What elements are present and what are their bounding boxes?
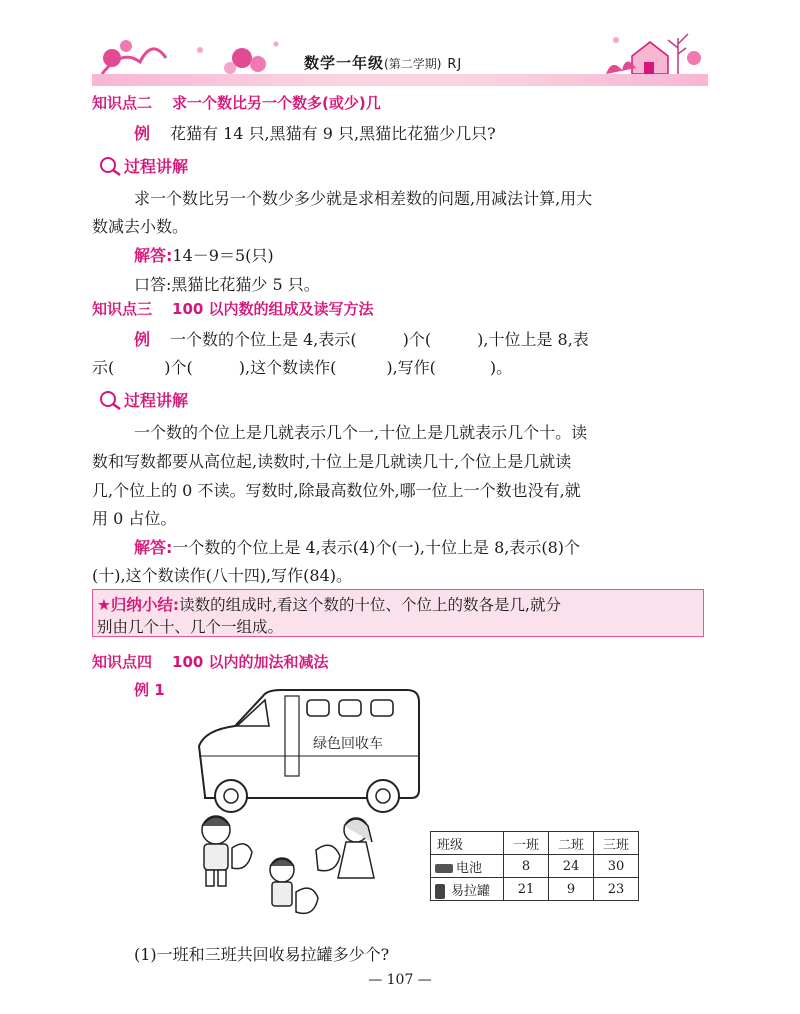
table-header-cell: 二班 <box>549 832 594 855</box>
recycling-bus-illustration <box>185 686 425 814</box>
house-decoration-icon <box>592 18 708 78</box>
kp3-answer-line1 <box>134 535 580 558</box>
kp3-q1-part-a: 一个数的个位上是 4,表示( <box>170 330 357 349</box>
kp4-heading <box>92 651 329 672</box>
summary-box <box>92 589 704 637</box>
kp2-example-text: 花猫有 14 只,黑猫有 9 只,黑猫比花猫少几只? <box>170 124 496 143</box>
kp2-label: 知识点二 <box>92 94 153 112</box>
kp2-title: 求一个数比另一个数多(或少)几 <box>172 94 381 112</box>
kp3-question-line2 <box>92 355 512 378</box>
kp3-answer-line2: (十),这个数读作(八十四),写作(84)。 <box>92 566 352 585</box>
kp2-example <box>134 121 496 144</box>
kp3-process-label: 过程讲解 <box>124 391 189 410</box>
kp3-answer-text1: 一个数的个位上是 4,表示(4)个(一),十位上是 8,表示(8)个 <box>172 538 581 557</box>
page-title <box>304 52 462 73</box>
kp2-process-heading <box>98 154 188 177</box>
table-cell: 23 <box>594 878 639 901</box>
table-cell: 8 <box>504 855 549 878</box>
summary-line1 <box>97 593 561 615</box>
recycling-table <box>430 831 639 901</box>
kp3-q2-part-b: )个( <box>164 358 193 377</box>
kp2-answer-text: 14－9＝5(只) <box>172 246 274 265</box>
semester-label: (第二学期) <box>384 57 442 71</box>
kp4-label: 知识点四 <box>92 653 153 671</box>
kp3-q2-part-d: ),写作( <box>386 358 436 377</box>
kp3-explain-line1: 一个数的个位上是几就表示几个一,十位上是几就表示几个十。读 <box>134 423 588 442</box>
kp2-explain-line2: 数减去小数。 <box>92 217 189 236</box>
kp3-example-label: 例 <box>134 330 151 349</box>
page-number: — 107 — <box>368 972 432 988</box>
table-cell: 24 <box>549 855 594 878</box>
kp3-q2-part-c: ),这个数读作( <box>238 358 337 377</box>
table-row-label <box>431 855 504 878</box>
kp2-heading <box>92 92 381 113</box>
children-illustration <box>188 808 418 934</box>
kp3-label: 知识点三 <box>92 300 153 318</box>
row-label-text: 易拉罐 <box>451 883 491 899</box>
edition-label: RJ <box>447 57 463 72</box>
summary-label: ★归纳小结: <box>97 596 180 614</box>
kp2-explain-line1: 求一个数比另一个数少多少就是求相差数的问题,用减法计算,用大 <box>134 189 593 208</box>
kp2-reply: 口答:黑猫比花猫少 5 只。 <box>134 275 320 294</box>
table-cell: 9 <box>549 878 594 901</box>
page-header <box>92 18 708 88</box>
kp2-answer-label: 解答: <box>134 246 173 265</box>
kp3-explain-line3: 几,个位上的 0 不读。写数时,除最高数位外,哪一位上一个数也没有,就 <box>92 481 581 500</box>
kp3-explain-line4: 用 0 占位。 <box>92 509 177 528</box>
kp3-q2-part-a: 示( <box>92 358 115 377</box>
magnifier-icon <box>98 390 124 410</box>
header-band <box>92 74 708 86</box>
kp2-process-label: 过程讲解 <box>124 157 189 176</box>
kp3-process-heading <box>98 388 188 411</box>
table-header-cell: 一班 <box>504 832 549 855</box>
table-cell: 21 <box>504 878 549 901</box>
kp4-question1: (1)一班和三班共回收易拉罐多少个? <box>134 945 390 964</box>
summary-text1: 读数的组成时,看这个数的十位、个位上的数各是几,就分 <box>179 596 561 614</box>
bus-label: 绿色回收车 <box>313 736 383 752</box>
kp4-title: 100 以内的加法和减法 <box>172 653 329 671</box>
kp4-example-label: 例 1 <box>134 681 165 699</box>
table-row <box>431 878 639 901</box>
kp2-example-label: 例 <box>134 124 151 143</box>
can-icon <box>435 884 445 899</box>
kp3-question-line1 <box>134 327 589 350</box>
kp3-heading <box>92 298 374 319</box>
table-cell: 30 <box>594 855 639 878</box>
table-header-row <box>431 832 639 855</box>
summary-line2: 别由几个十、几个一组成。 <box>97 618 284 636</box>
kp3-explain-line2: 数和写数都要从高位起,读数时,十位上是几就读几十,个位上是几就读 <box>92 452 572 471</box>
floral-decoration-icon <box>92 18 292 78</box>
book-title: 数学一年级 <box>304 54 385 72</box>
row-label-text: 电池 <box>456 860 483 876</box>
magnifier-icon <box>98 156 124 176</box>
kp3-answer-label: 解答: <box>134 538 173 557</box>
table-row-label <box>431 878 504 901</box>
table-row <box>431 855 639 878</box>
kp3-q1-part-b: )个( <box>402 330 432 349</box>
kp2-answer <box>134 243 274 266</box>
battery-icon <box>435 864 453 873</box>
kp3-q1-part-c: ),十位上是 8,表 <box>477 330 589 349</box>
table-header-cell: 班级 <box>431 832 504 855</box>
kp3-title: 100 以内数的组成及读写方法 <box>172 300 374 318</box>
table-header-cell: 三班 <box>594 832 639 855</box>
kp3-q2-part-e: )。 <box>489 358 513 377</box>
